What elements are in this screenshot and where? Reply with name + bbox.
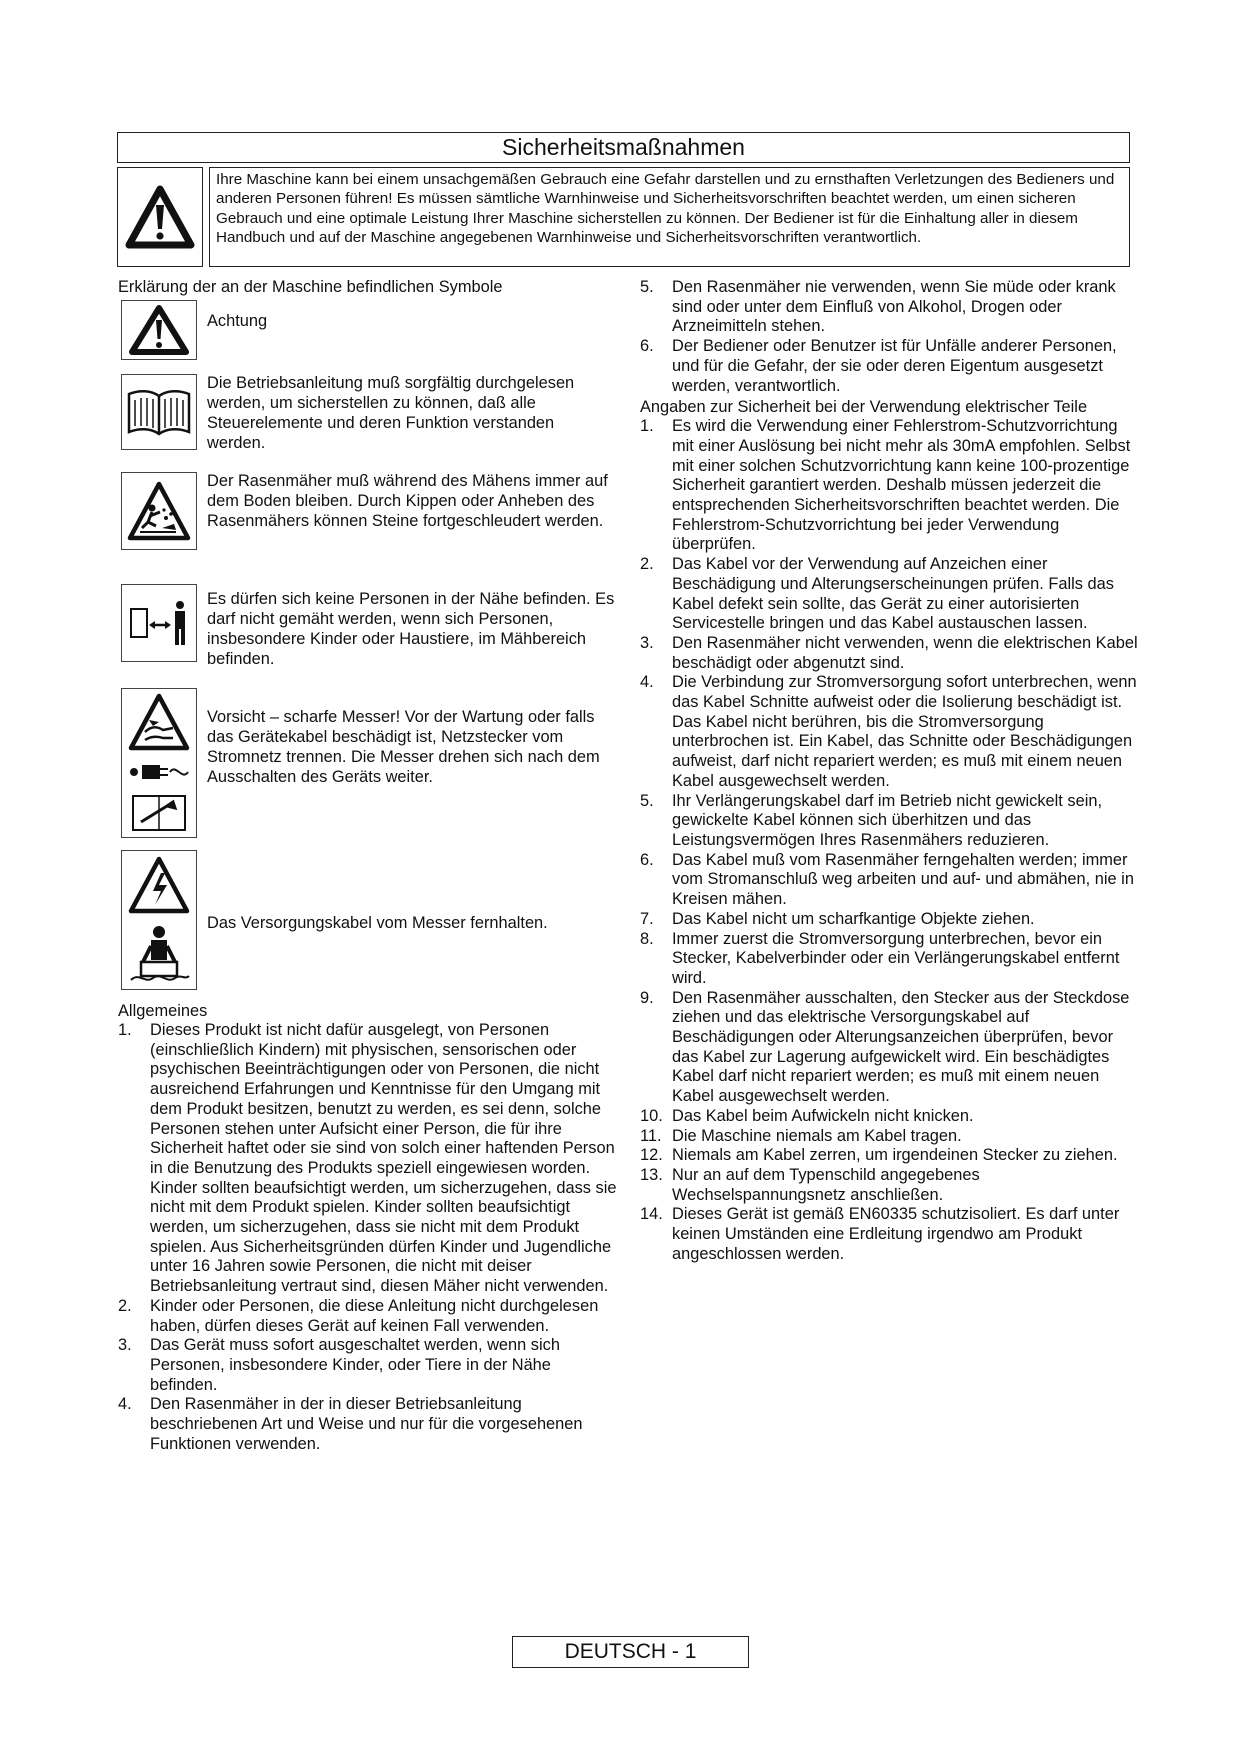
general-section (118, 1002, 618, 1454)
symbol-text-electric-cable: Das Versorgungskabel vom Messer fernhalten. (207, 914, 548, 932)
list-item: 1. Dieses Produkt ist nicht dafür ausgelegt, von Personen (einschließlich Kindern) mit physischen, sensorischen oder psychischen Beeinträchtigungen oder von Personen, die nicht ausreichend Erfahrungen und Kenntnisse für den Umgang mit dem Produkt besitzen, benutzt zu werden, es sei denn, solche Personen stehen unter Aufsicht einer Person, die für ihre Sicherheit haftet oder sie sind von solch einer haftenden Person in die Benutzung des Produkts speziell eingewiesen worden. Kinder sollten beaufsichtigt werden, um sicherzugehen, dass sie nicht mit dem Produkt spielen. Kinder sollten beaufsichtigt werden, um sicherzugehen, dass sie nicht mit dem Produkt spielen. Aus Sicherheitsgründen dürfen Kinder und Jugendliche unter 16 Jahren sowie Personen, die nicht mit deiser Betriebsanleitung vertraut sind, diesen Mäher nicht verwenden. (118, 1021, 617, 1296)
symbol-text-manual: Die Betriebsanleitung muß sorgfältig durchgelesen werden, um sicherstellen zu können, daß alle Steuerelemente und deren Funktion verstanden werden. (207, 374, 575, 452)
list-item: 10. Das Kabel beim Aufwickeln nicht knicken. (640, 1106, 974, 1125)
list-item: 6. Das Kabel muß vom Rasenmäher ferngehalten werden; immer vom Stromanschluß weg arbeiten und auf- und abmähen, nie in Kreisen mähen. (640, 850, 1134, 909)
symbol-text-sharp-blades: Vorsicht – scharfe Messer! Vor der Wartung oder falls das Gerätekabel beschädigt ist, Netzstecker vom Stromnetz trennen. Die Messer drehen sich nach dem Ausschalten des Geräts weiter. (207, 708, 600, 786)
list-item: 5. Ihr Verlängerungskabel darf im Betrieb nicht gewickelt sein, gewickelte Kabel können sich überhitzen und das Leistungsvermögen Ihres Rasenmähers reduzieren. (640, 791, 1103, 849)
safety-warning-text: Ihre Maschine kann bei einem unsachgemäßen Gebrauch eine Gefahr darstellen und zu ernsthaften Verletzungen des Bedieners und anderen Personen führen! Es müssen sämtliche Warnhinweise und Sicherheitsvorschriften beachtet werden, um einen sicheren Gebrauch und eine optimale Leistung Ihrer Maschine sicherstellen zu können. Der Bediener ist für die Einhaltung aller in diesem Handbuch und auf der Maschine angegebenen Warnhinweise und Sicherheitsvorschriften verantwortlich. (209, 167, 1130, 267)
general-list-continued (640, 278, 1140, 396)
list-item: 7. Das Kabel nicht um scharfkantige Objekte ziehen. (640, 909, 1035, 928)
manual-book-icon (121, 374, 197, 450)
list-item: 3. Das Gerät muss sofort ausgeschaltet werden, wenn sich Personen, insbesondere Kinder, oder Tiere in der Nähe befinden. (118, 1336, 560, 1394)
list-item: 13. Nur an auf dem Typenschild angegebenes Wechselspannungsnetz anschließen. (640, 1165, 980, 1204)
warning-triangle-icon (121, 300, 197, 360)
page-number: DEUTSCH - 1 (512, 1636, 749, 1668)
symbol-text-keep-distance: Es dürfen sich keine Personen in der Nähe befinden. Es darf nicht gemäht werden, wenn sich Personen, insbesondere Kinder oder Haustiere, im Mähbereich befinden. (207, 590, 615, 668)
general-heading: Allgemeines (118, 1002, 208, 1020)
page-title: Sicherheitsmaßnahmen (117, 132, 1130, 163)
list-item: 3. Den Rasenmäher nicht verwenden, wenn die elektrischen Kabel beschädigt oder abgenutzt sind. (640, 633, 1138, 672)
plug-icon (126, 757, 192, 787)
list-item: 6. Der Bediener oder Benutzer ist für Unfälle anderer Personen, und für die Gefahr, der sie oder deren Eigentum ausgesetzt werden, verantwortlich. (640, 337, 1117, 395)
list-item: 11. Die Maschine niemals am Kabel tragen. (640, 1126, 962, 1145)
general-list (118, 1021, 618, 1454)
list-item: 2. Das Kabel vor der Verwendung auf Anzeichen einer Beschädigung und Alterungserscheinungen prüfen. Falls das Kabel defekt sein sollte, das Gerät zu einer autorisierten Servicestelle bringen und das Kabel austauschen lassen. (640, 555, 1114, 633)
maintenance-book-icon (127, 792, 191, 834)
right-column (640, 278, 1140, 1264)
electrical-heading: Angaben zur Sicherheit bei der Verwendung elektrischer Teile (640, 398, 1088, 417)
list-item: 1. Es wird die Verwendung einer Fehlerstrom-Schutzvorrichtung mit einer Auslösung bei nicht mehr als 30mA empfohlen. Selbst mit einer solchen Schutzvorrichtung kann keine 100-prozentige Sicherheit garantiert werden. Deshalb müssen jederzeit die entsprechenden Sicherheitsvorschriften beachtet werden. Die Fehlerstrom-Schutzvorrichtung bei jeder Verwendung überprüfen. (640, 417, 1131, 554)
list-item: 4. Den Rasenmäher in der in dieser Betriebsanleitung beschriebenen Art und Weise und nur für die vorgesehenen Funktionen verwenden. (118, 1395, 583, 1453)
list-item: 14. Dieses Gerät ist gemäß EN60335 schutzisoliert. Es darf unter keinen Umständen eine Erdleitung irgendwo am Produkt angeschlossen werden. (640, 1205, 1120, 1263)
warning-triangle-icon (125, 185, 195, 249)
warning-icon-box (117, 167, 203, 267)
list-item: 8. Immer zuerst die Stromversorgung unterbrechen, bevor ein Stecker, Kabelverbinder oder ein Verlängerungskabel entfernt wird. (640, 929, 1120, 987)
sharp-blades-icon (121, 688, 197, 838)
list-item: 9. Den Rasenmäher ausschalten, den Stecker aus der Steckdose ziehen und das elektrische Versorgungskabel auf Beschädigungen oder Alterungsanzeichen überprüfen, bevor das Kabel zur Lagerung aufgewickelt wird. Ein beschädigtes Kabel darf nicht repariert werden; es muß mit einem neuen Kabel ausgewechselt werden. (640, 988, 1130, 1106)
keep-distance-icon (121, 584, 197, 662)
list-item: 4. Die Verbindung zur Stromversorgung sofort unterbrechen, wenn das Kabel Schnitte aufweist oder die Isolierung beschädigt ist. Das Kabel nicht berühren, bis die Stromversorgung unterbrochen ist. Ein Kabel, das Schnitte oder Beschädigungen aufweist, darf nicht repariert werden; es muß mit einem neuen Kabel ausgewechselt werden. (640, 673, 1137, 790)
electric-cable-icon (121, 850, 197, 990)
electrical-list (640, 417, 1140, 1264)
symbols-heading: Erklärung der an der Maschine befindlichen Symbole (118, 278, 503, 296)
list-item: 5. Den Rasenmäher nie verwenden, wenn Sie müde oder krank sind oder unter dem Einfluß von Alkohol, Drogen oder Arzneimitteln stehen. (640, 278, 1116, 336)
symbol-text-attention: Achtung (207, 312, 268, 330)
list-item: 12. Niemals am Kabel zerren, um irgendeinen Stecker zu ziehen. (640, 1146, 1118, 1165)
list-item: 2. Kinder oder Personen, die diese Anleitung nicht durchgelesen haben, dürfen dieses Gerät auf keinen Fall verwenden. (118, 1296, 599, 1335)
thrown-objects-icon (121, 472, 197, 550)
person-mower-icon (127, 922, 191, 986)
symbol-text-thrown-objects: Der Rasenmäher muß während des Mähens immer auf dem Boden bleiben. Durch Kippen oder Anheben des Rasenmähers können Steine fortgeschleudert werden. (207, 472, 608, 530)
